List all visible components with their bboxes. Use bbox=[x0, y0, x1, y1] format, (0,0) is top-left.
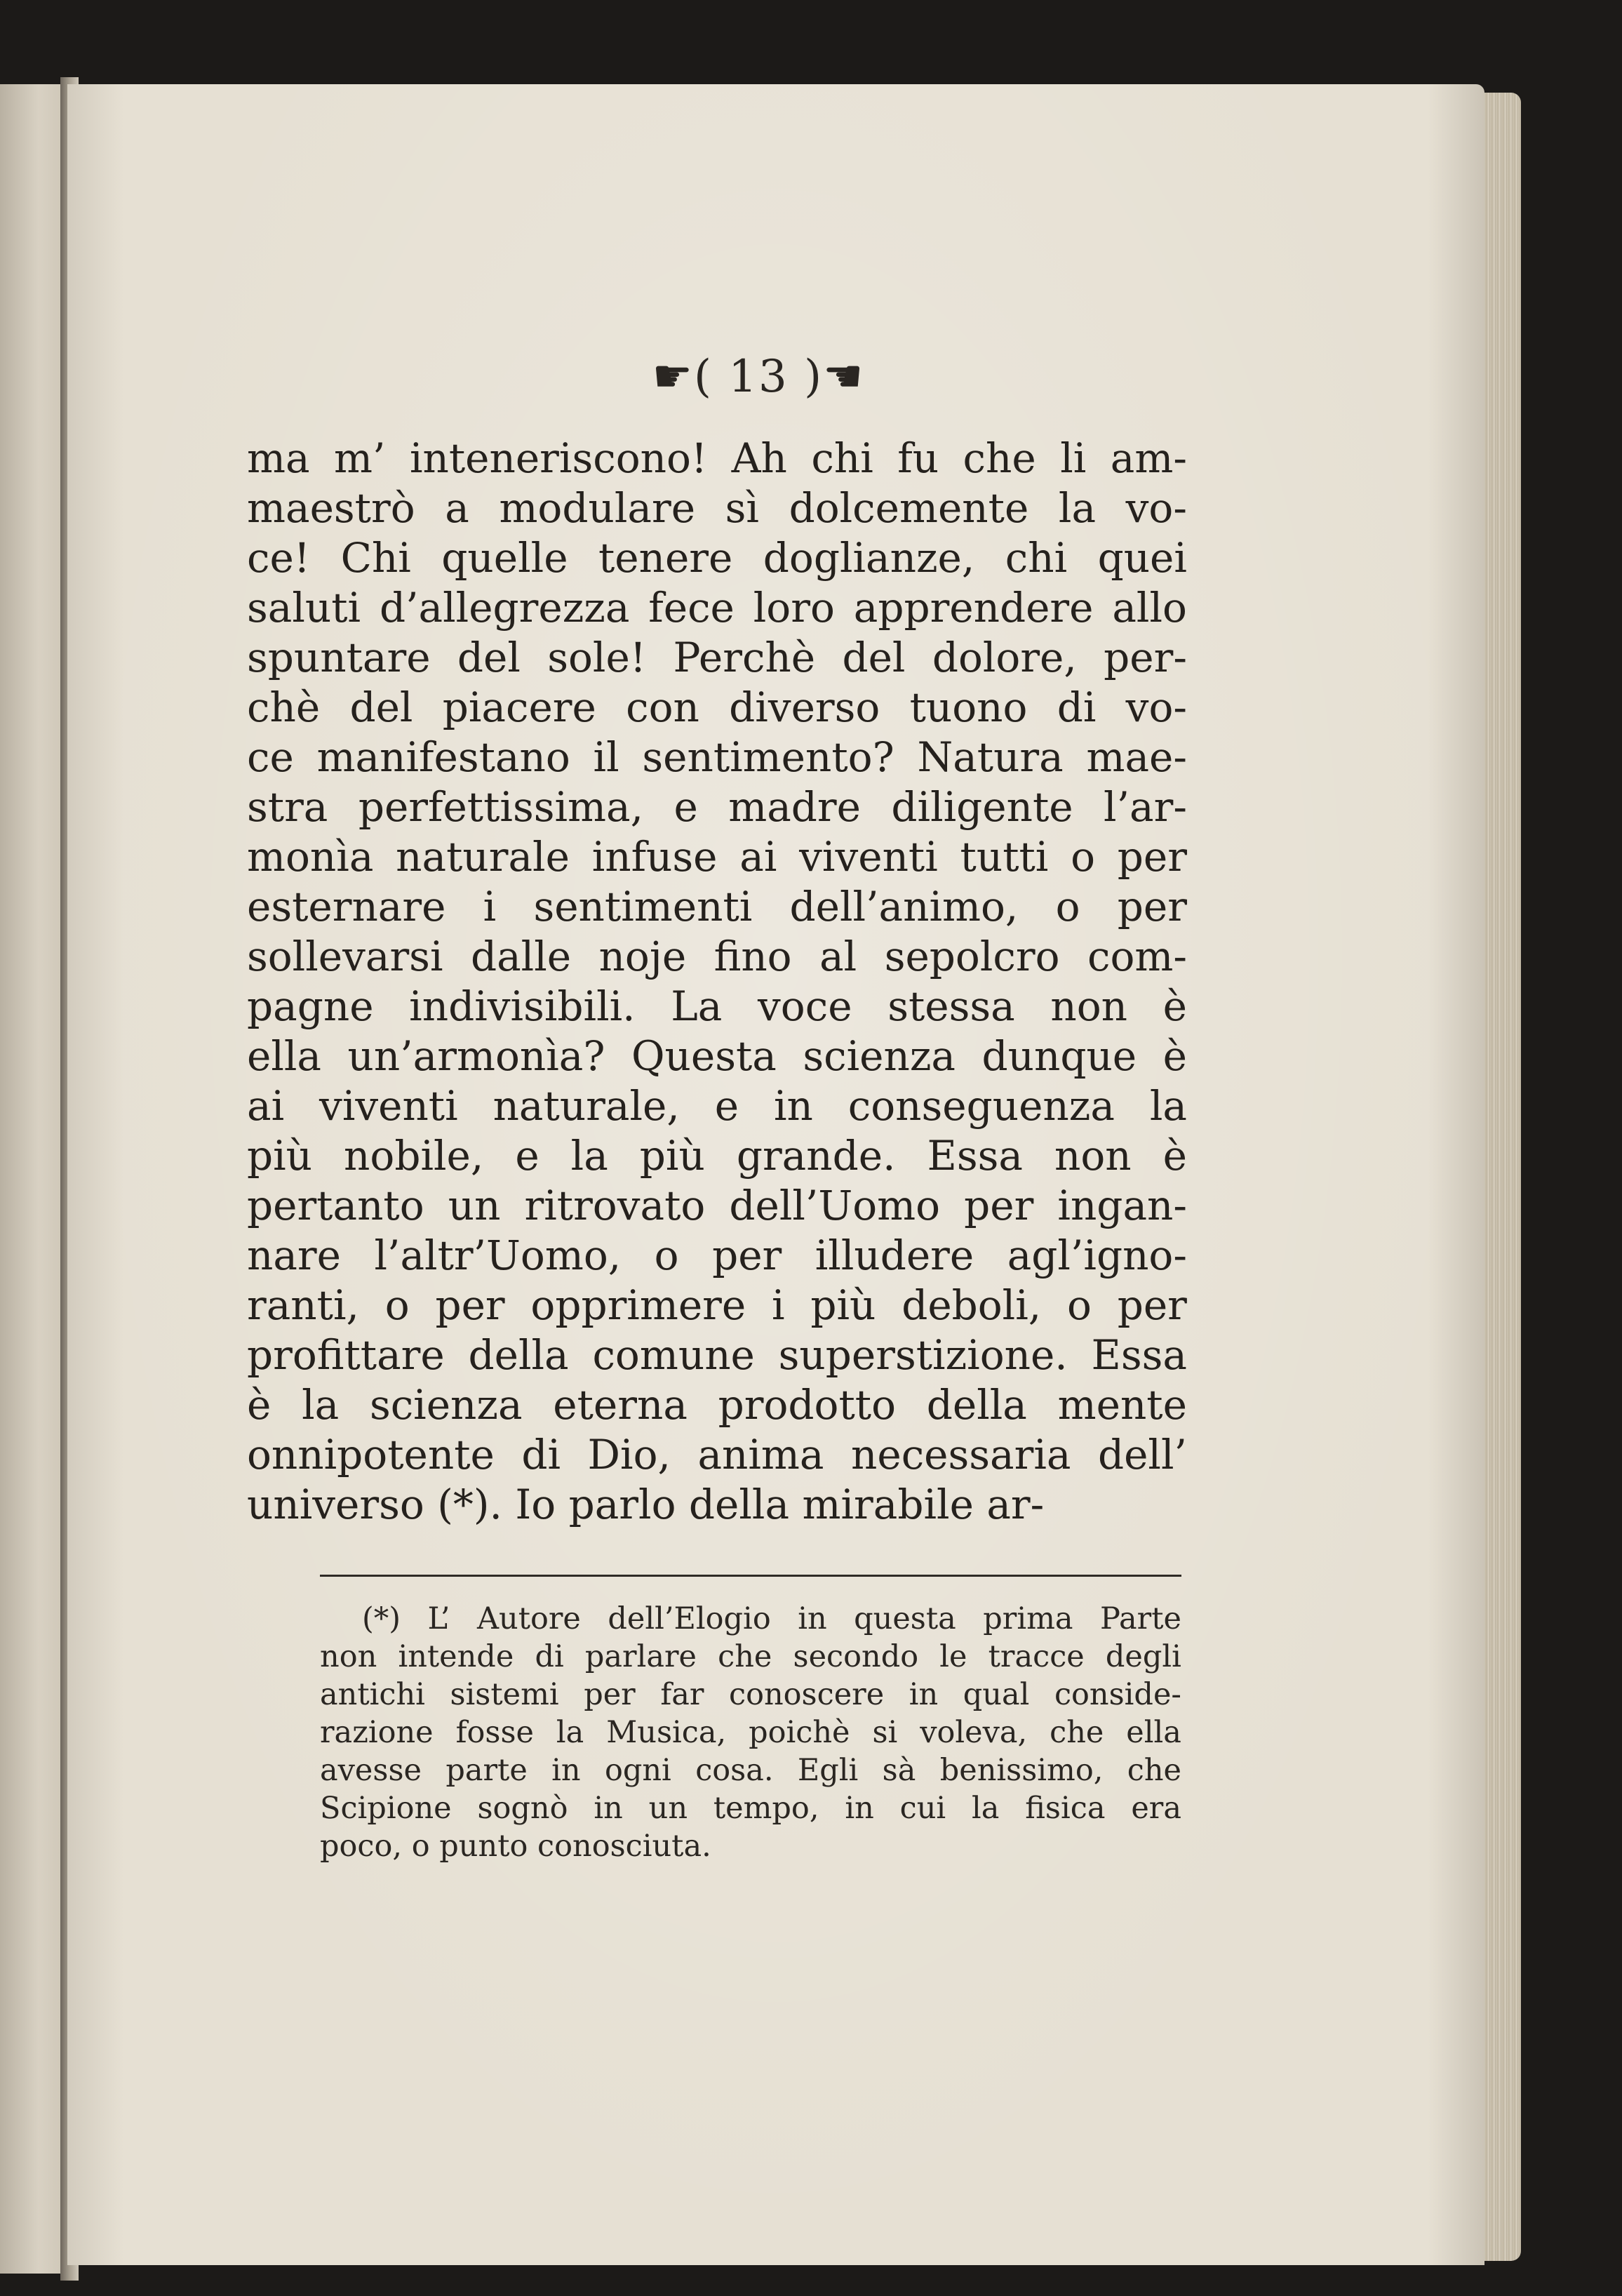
body-line bbox=[247, 483, 1187, 533]
word: la bbox=[972, 1791, 1000, 1826]
word: (*) bbox=[362, 1601, 401, 1636]
word: dell’Elogio bbox=[608, 1601, 771, 1636]
word: dell’Uomo bbox=[729, 1182, 941, 1229]
word: Essa bbox=[927, 1132, 1023, 1180]
word: ritrovato bbox=[524, 1182, 706, 1229]
word: viventi bbox=[799, 833, 938, 881]
word: parte bbox=[445, 1753, 528, 1788]
body-line bbox=[247, 1231, 1187, 1281]
word: di bbox=[521, 1431, 561, 1479]
word: perfettissima, bbox=[358, 783, 644, 831]
word: allo bbox=[1112, 584, 1187, 632]
word: deboli, bbox=[902, 1281, 1042, 1329]
word: Perchè bbox=[673, 634, 816, 681]
word: d’allegrezza bbox=[379, 584, 630, 632]
word: indivisibili. bbox=[409, 982, 636, 1030]
word: degli bbox=[1105, 1639, 1181, 1674]
body-line bbox=[247, 1430, 1187, 1480]
word: del bbox=[457, 634, 521, 681]
word: per bbox=[1117, 883, 1187, 930]
word: L’ bbox=[427, 1601, 450, 1636]
word: conseguenza bbox=[847, 1082, 1115, 1130]
word: Chi bbox=[340, 534, 411, 582]
word: com- bbox=[1087, 933, 1187, 980]
word: l’altr’Uomo, bbox=[374, 1232, 622, 1279]
word: sentimenti bbox=[533, 883, 753, 930]
word: fu bbox=[897, 434, 939, 482]
body-line bbox=[247, 882, 1187, 932]
word: del bbox=[842, 634, 906, 681]
word: ce bbox=[247, 733, 294, 781]
body-line bbox=[247, 932, 1187, 982]
word: Parte bbox=[1100, 1601, 1181, 1636]
word: che bbox=[1127, 1753, 1181, 1788]
word: manifestano bbox=[316, 733, 570, 781]
word: per bbox=[1117, 1281, 1187, 1329]
word: in bbox=[551, 1753, 581, 1788]
word: per- bbox=[1104, 634, 1187, 681]
word: le bbox=[939, 1639, 967, 1674]
word: e bbox=[673, 783, 698, 831]
body-line bbox=[247, 782, 1187, 832]
word: antichi bbox=[320, 1677, 425, 1712]
body-line bbox=[247, 683, 1187, 733]
body-line bbox=[247, 1131, 1187, 1181]
word: è bbox=[1162, 982, 1187, 1030]
word: si bbox=[872, 1715, 898, 1750]
word: la bbox=[570, 1132, 608, 1180]
word: i bbox=[483, 883, 497, 930]
word: prima bbox=[983, 1601, 1073, 1636]
word: li bbox=[1060, 434, 1087, 482]
word: Autore bbox=[476, 1601, 581, 1636]
word: sì bbox=[725, 484, 759, 532]
word: nare bbox=[247, 1232, 341, 1279]
word: scienza bbox=[803, 1032, 956, 1080]
word: in bbox=[909, 1677, 939, 1712]
word: apprendere bbox=[853, 584, 1094, 632]
word: illudere bbox=[815, 1232, 974, 1279]
word: è bbox=[247, 1381, 272, 1429]
word: poichè bbox=[749, 1715, 850, 1750]
word: stessa bbox=[887, 982, 1015, 1030]
word: intende bbox=[398, 1639, 514, 1674]
body-line bbox=[247, 1181, 1187, 1231]
word: tempo, bbox=[713, 1791, 819, 1826]
word: più bbox=[639, 1132, 705, 1180]
word: sole! bbox=[547, 634, 647, 681]
word: chi bbox=[1005, 534, 1068, 582]
word: anima bbox=[697, 1431, 824, 1479]
footnote-line bbox=[320, 1789, 1181, 1827]
word: superstizione. bbox=[778, 1331, 1068, 1379]
word: per bbox=[435, 1281, 505, 1329]
word: a bbox=[445, 484, 469, 532]
word: della bbox=[926, 1381, 1027, 1429]
word: profittare bbox=[247, 1331, 445, 1379]
body-line bbox=[247, 982, 1187, 1032]
word: il bbox=[593, 733, 619, 781]
word: saluti bbox=[247, 584, 361, 632]
word: e bbox=[515, 1132, 539, 1180]
word: dell’animo, bbox=[789, 883, 1019, 930]
body-line bbox=[247, 733, 1187, 782]
word: scienza bbox=[369, 1381, 523, 1429]
word: la bbox=[1149, 1082, 1187, 1130]
word: i bbox=[772, 1281, 785, 1329]
word: pagne bbox=[247, 982, 374, 1030]
word: ce! bbox=[247, 534, 311, 582]
word: la bbox=[556, 1715, 584, 1750]
word: per bbox=[964, 1182, 1034, 1229]
word: pertanto bbox=[247, 1182, 424, 1229]
footnote bbox=[320, 1600, 1181, 1865]
word: che bbox=[718, 1639, 772, 1674]
word: conside- bbox=[1054, 1677, 1181, 1712]
word: Ah bbox=[731, 434, 787, 482]
word: questa bbox=[854, 1601, 956, 1636]
body-line bbox=[247, 533, 1187, 583]
word: ai bbox=[739, 833, 777, 881]
page-fore-edge bbox=[1479, 93, 1521, 2261]
word: madre bbox=[728, 783, 861, 831]
word: tenere bbox=[598, 534, 733, 582]
body-line bbox=[247, 583, 1187, 633]
word: con bbox=[626, 683, 699, 731]
word: cosa. bbox=[695, 1753, 774, 1788]
body-line bbox=[247, 434, 1187, 483]
word: vo- bbox=[1125, 484, 1187, 532]
word: grande. bbox=[736, 1132, 896, 1180]
word: dell’ bbox=[1097, 1431, 1187, 1479]
facing-page-edge bbox=[0, 84, 66, 2274]
book-page bbox=[67, 84, 1484, 2265]
word: è bbox=[1162, 1132, 1187, 1180]
word: la bbox=[1058, 484, 1097, 532]
word: ranti, bbox=[247, 1281, 359, 1329]
word: avesse bbox=[320, 1753, 422, 1788]
word: è bbox=[1162, 1032, 1187, 1080]
word: voce bbox=[758, 982, 852, 1030]
word: Essa bbox=[1091, 1331, 1187, 1379]
word: viventi bbox=[319, 1082, 458, 1130]
word: fece bbox=[648, 584, 735, 632]
body-text bbox=[247, 434, 1187, 1530]
word: am- bbox=[1110, 434, 1187, 482]
word: diligente bbox=[891, 783, 1073, 831]
word: più bbox=[247, 1132, 313, 1180]
word: o bbox=[1055, 883, 1080, 930]
word: ingan- bbox=[1057, 1182, 1187, 1229]
word: esternare bbox=[247, 883, 446, 930]
word: e bbox=[714, 1082, 739, 1130]
word: o bbox=[1067, 1281, 1092, 1329]
word: noje bbox=[598, 933, 687, 980]
word: chè bbox=[247, 683, 321, 731]
word: necessaria bbox=[851, 1431, 1071, 1479]
word: dolore, bbox=[932, 634, 1077, 681]
word: ma bbox=[247, 434, 310, 482]
word: per bbox=[584, 1677, 636, 1712]
word: razione bbox=[320, 1715, 434, 1750]
word: qual bbox=[963, 1677, 1030, 1712]
word: benissimo, bbox=[939, 1753, 1104, 1788]
footnote-line bbox=[320, 1600, 1181, 1638]
word: un’armonìa? bbox=[347, 1032, 605, 1080]
word: sentimento? bbox=[642, 733, 894, 781]
word: tuono bbox=[909, 683, 1028, 731]
word: spuntare bbox=[247, 634, 431, 681]
word: modulare bbox=[499, 484, 696, 532]
word: fosse bbox=[455, 1715, 534, 1750]
word: più bbox=[810, 1281, 876, 1329]
body-line: universo (*). Io parlo della mirabile ar- bbox=[247, 1481, 1045, 1528]
word: l’ar- bbox=[1104, 783, 1187, 831]
word: per bbox=[712, 1232, 782, 1279]
word: Natura bbox=[917, 733, 1064, 781]
word: opprimere bbox=[530, 1281, 746, 1329]
word: la bbox=[302, 1381, 340, 1429]
word: infuse bbox=[591, 833, 718, 881]
word: nobile, bbox=[344, 1132, 484, 1180]
word: tracce bbox=[988, 1639, 1085, 1674]
word: che bbox=[1050, 1715, 1104, 1750]
word: monìa bbox=[247, 833, 374, 881]
word: mae- bbox=[1086, 733, 1187, 781]
footnote-line bbox=[320, 1714, 1181, 1751]
word: in bbox=[594, 1791, 623, 1826]
word: ella bbox=[1126, 1715, 1181, 1750]
word: che bbox=[963, 434, 1036, 482]
word: era bbox=[1131, 1791, 1181, 1826]
word: stra bbox=[247, 783, 328, 831]
word: quei bbox=[1097, 534, 1187, 582]
word: eterna bbox=[553, 1381, 688, 1429]
word: fisica bbox=[1025, 1791, 1106, 1826]
word: di bbox=[535, 1639, 564, 1674]
word: inteneriscono! bbox=[409, 434, 708, 482]
word: far bbox=[660, 1677, 704, 1712]
word: sepolcro bbox=[884, 933, 1060, 980]
body-line bbox=[247, 832, 1187, 882]
page-header: ☛( 13 )☚ bbox=[652, 351, 865, 403]
word: non bbox=[320, 1639, 377, 1674]
word: loro bbox=[753, 584, 835, 632]
body-line bbox=[247, 1032, 1187, 1081]
word: non bbox=[1054, 1132, 1132, 1180]
word: sognò bbox=[477, 1791, 568, 1826]
word: maestrò bbox=[247, 484, 415, 532]
word: o bbox=[654, 1232, 679, 1279]
word: tutti bbox=[960, 833, 1049, 881]
word: ella bbox=[247, 1032, 322, 1080]
word: dolcemente bbox=[789, 484, 1029, 532]
word: chi bbox=[811, 434, 873, 482]
footnote-line bbox=[320, 1751, 1181, 1789]
word: Egli bbox=[797, 1753, 859, 1788]
word: ai bbox=[247, 1082, 285, 1130]
word: piacere bbox=[442, 683, 596, 731]
word: naturale, bbox=[492, 1082, 680, 1130]
word: per bbox=[1117, 833, 1187, 881]
word: dalle bbox=[470, 933, 572, 980]
word: naturale bbox=[396, 833, 570, 881]
word: m’ bbox=[334, 434, 386, 482]
word: voleva, bbox=[920, 1715, 1028, 1750]
body-line bbox=[247, 1380, 1187, 1430]
word: doglianze, bbox=[763, 534, 975, 582]
word: Dio, bbox=[587, 1431, 671, 1479]
word: un bbox=[448, 1182, 501, 1229]
footnote-line: poco, o punto conosciuta. bbox=[320, 1829, 711, 1864]
word: vo- bbox=[1125, 683, 1187, 731]
footnote-rule bbox=[320, 1575, 1181, 1577]
word: ogni bbox=[604, 1753, 671, 1788]
word: in bbox=[798, 1601, 827, 1636]
word: sollevarsi bbox=[247, 933, 443, 980]
footnote-line bbox=[320, 1676, 1181, 1714]
word: secondo bbox=[793, 1639, 919, 1674]
word: Scipione bbox=[320, 1791, 452, 1826]
word: del bbox=[349, 683, 413, 731]
word: conoscere bbox=[729, 1677, 885, 1712]
body-line bbox=[247, 1081, 1187, 1131]
word: della bbox=[468, 1331, 569, 1379]
word: prodotto bbox=[718, 1381, 897, 1429]
word: non bbox=[1050, 982, 1127, 1030]
body-line bbox=[247, 1281, 1187, 1330]
word: Musica, bbox=[606, 1715, 727, 1750]
body-line bbox=[247, 633, 1187, 683]
word: Questa bbox=[631, 1032, 777, 1080]
word: in bbox=[845, 1791, 874, 1826]
word: sà bbox=[882, 1753, 916, 1788]
word: al bbox=[819, 933, 857, 980]
footnote-line bbox=[320, 1638, 1181, 1676]
word: dunque bbox=[981, 1032, 1137, 1080]
word: o bbox=[1071, 833, 1096, 881]
body-line bbox=[247, 1330, 1187, 1380]
word: un bbox=[648, 1791, 688, 1826]
word: parlare bbox=[584, 1639, 697, 1674]
word: mente bbox=[1057, 1381, 1187, 1429]
word: quelle bbox=[441, 534, 568, 582]
word: cui bbox=[899, 1791, 946, 1826]
word: di bbox=[1057, 683, 1097, 731]
word: agl’igno- bbox=[1007, 1232, 1187, 1279]
word: fino bbox=[713, 933, 792, 980]
word: La bbox=[671, 982, 723, 1030]
word: onnipotente bbox=[247, 1431, 495, 1479]
word: sistemi bbox=[450, 1677, 559, 1712]
word: o bbox=[384, 1281, 410, 1329]
word: in bbox=[773, 1082, 813, 1130]
word: diverso bbox=[729, 683, 880, 731]
word: comune bbox=[592, 1331, 755, 1379]
